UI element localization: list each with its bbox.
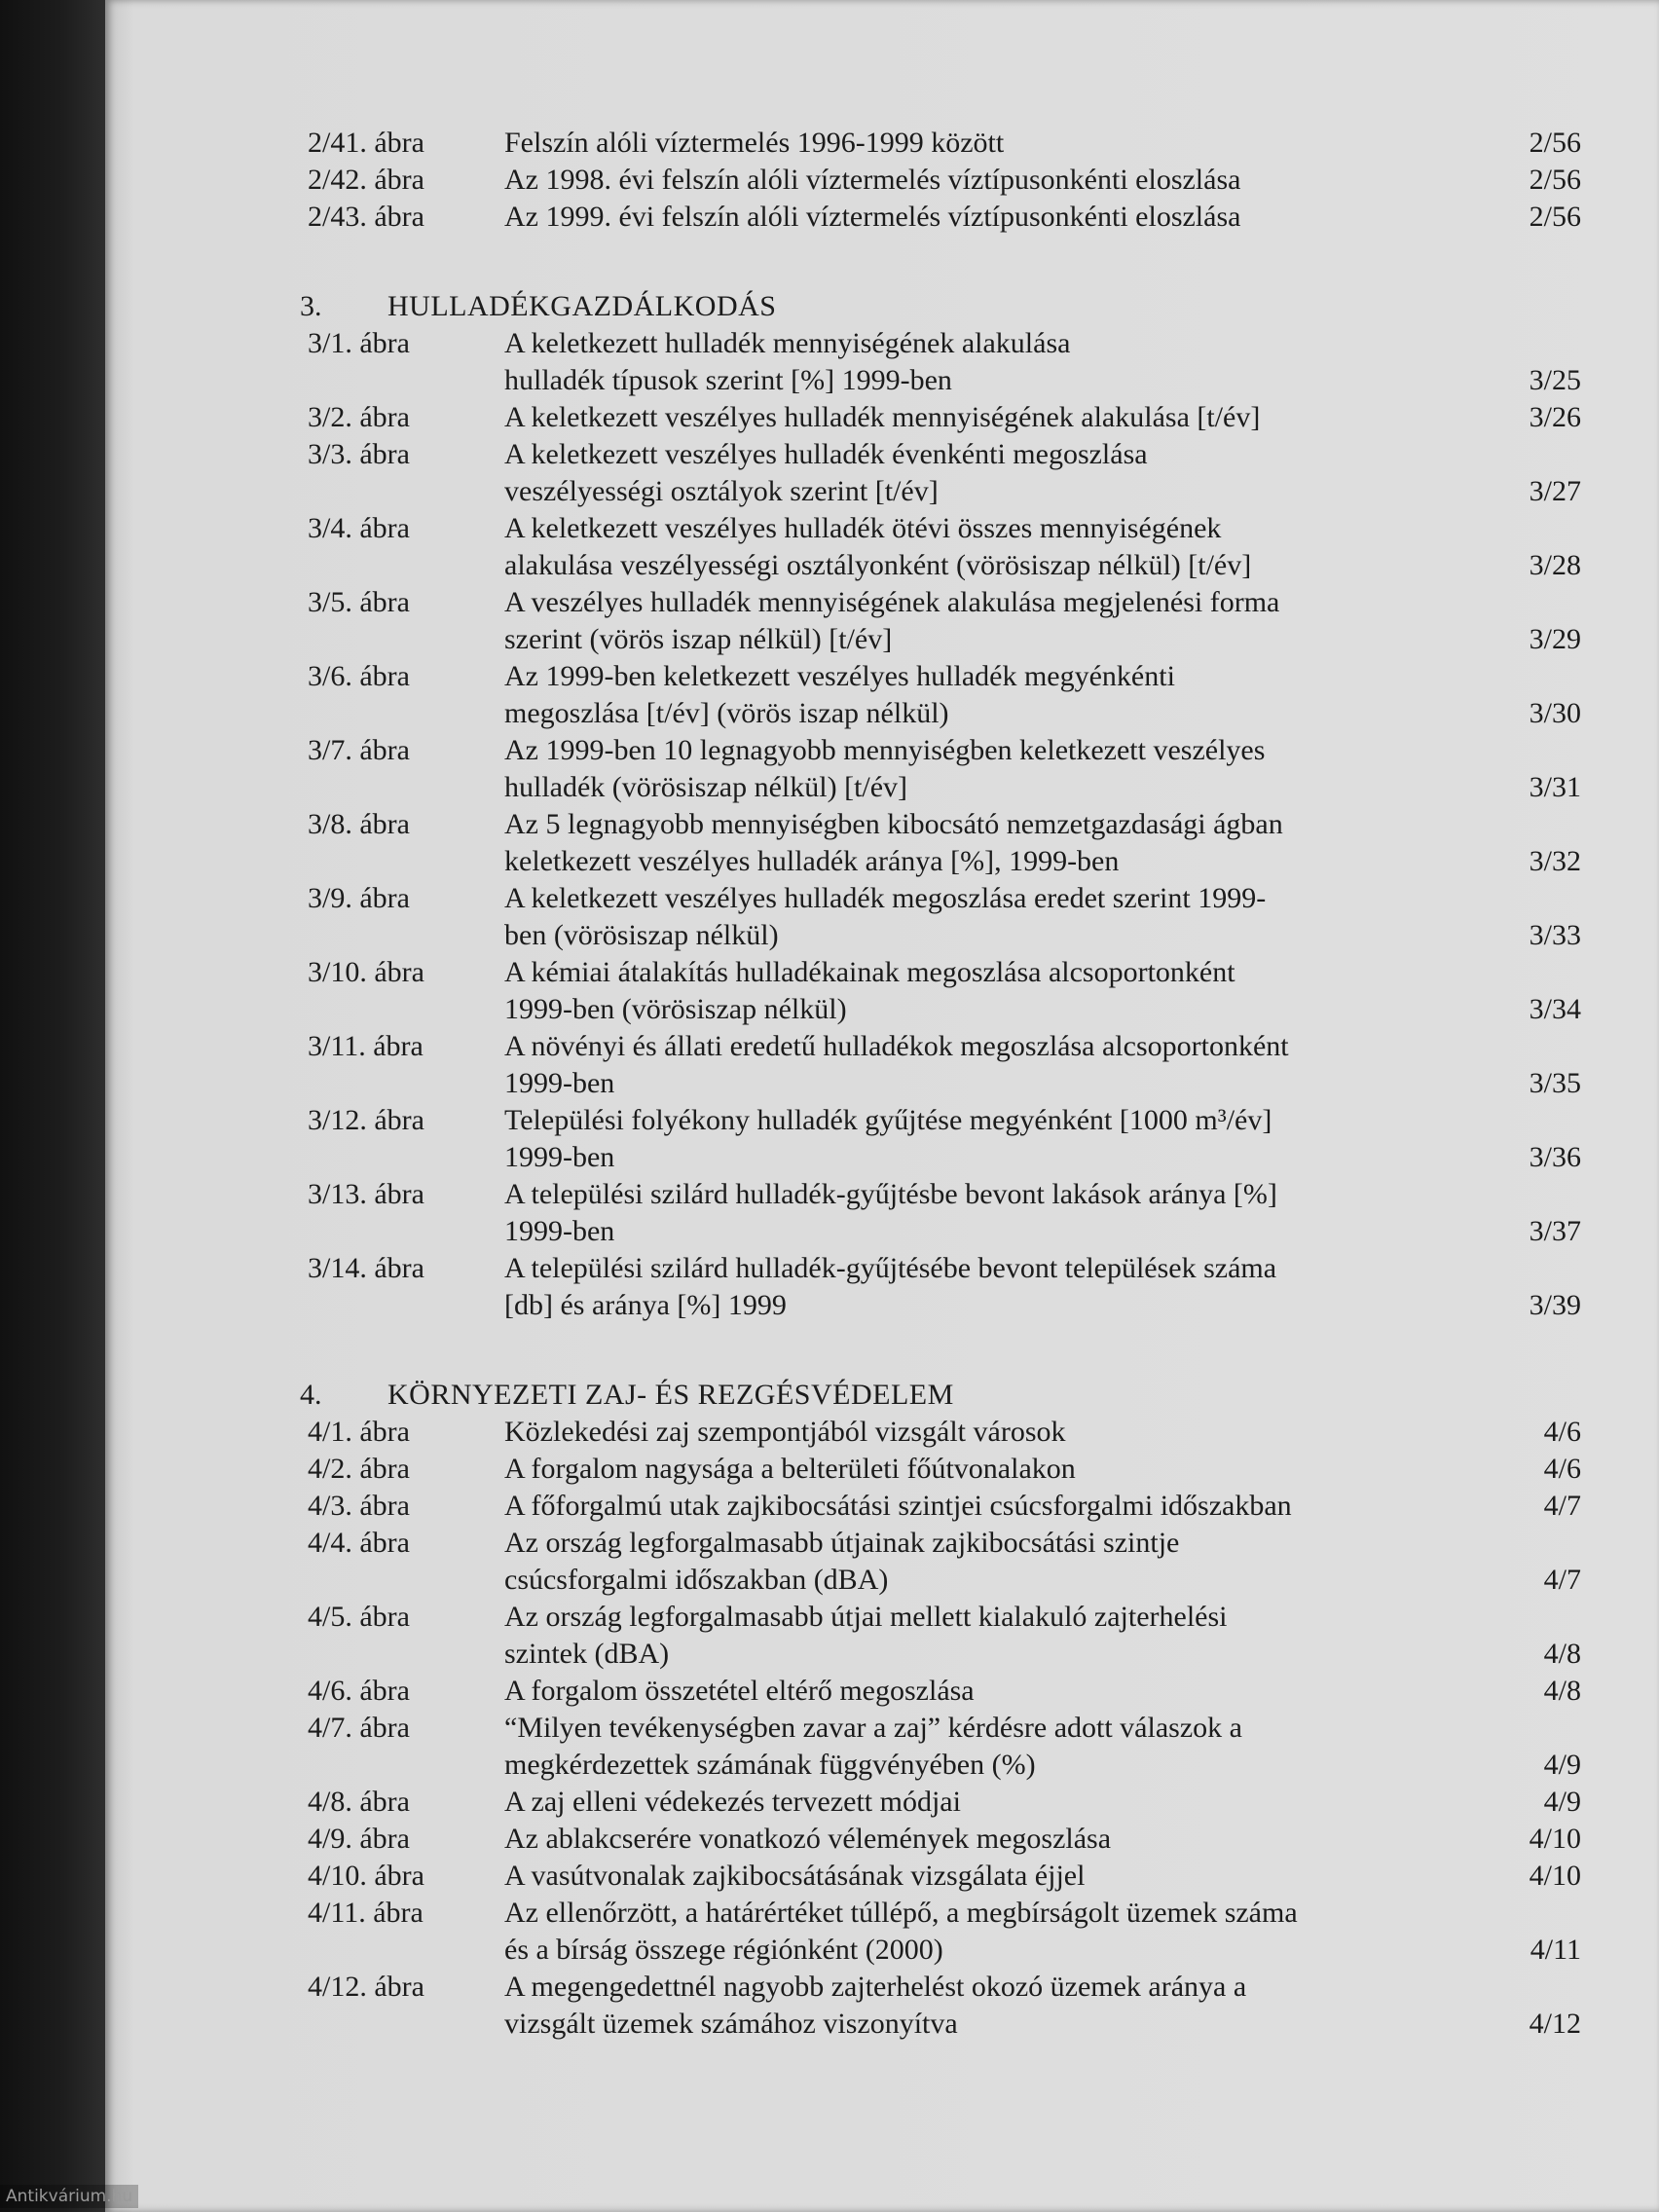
book-spine-shadow [0, 0, 105, 2212]
figure-title [504, 584, 1464, 658]
figure-title-line: A főforgalmú utak zajkibocsátási szintjei csúcsforgalmi időszakban [504, 1490, 1292, 1522]
figure-entry [300, 880, 1581, 954]
figure-entry [300, 1488, 1581, 1525]
figure-list [300, 125, 1581, 2043]
document-page [105, 0, 1659, 2212]
figure-title-line: 1999-ben [504, 1215, 615, 1247]
figure-title-line: Az 1999. évi felszín alóli víztermelés víztípusonkénti eloszlása [504, 201, 1241, 233]
page-reference: 4/9 [1543, 1786, 1581, 1818]
figure-title [504, 1673, 1464, 1710]
figure-title-line: A forgalom összetétel eltérő megoszlása [504, 1675, 975, 1707]
figure-title-line: 1999-ben (vörösiszap nélkül) [504, 993, 847, 1025]
figure-number: 3/12. ábra [308, 1104, 424, 1136]
figure-title [504, 162, 1464, 199]
page-reference: 4/6 [1543, 1453, 1581, 1485]
page-reference: 2/56 [1529, 201, 1581, 233]
figure-number: 3/10. ábra [308, 956, 424, 988]
figure-title-line: A kémiai átalakítás hulladékainak megoszlása alcsoportonként [504, 956, 1235, 988]
figure-number: 4/1. ábra [308, 1416, 410, 1448]
figure-title [504, 954, 1464, 1028]
section-heading [300, 288, 1581, 325]
page-reference: 3/32 [1529, 845, 1581, 877]
section-heading [300, 1377, 1581, 1414]
figure-entry [300, 399, 1581, 436]
page-reference: 3/26 [1529, 401, 1581, 433]
figure-entry [300, 1784, 1581, 1821]
figure-title [504, 1488, 1464, 1525]
figure-title [504, 732, 1464, 806]
page-reference: 3/30 [1529, 697, 1581, 729]
figure-title-line: Az ablakcserére vonatkozó vélemények megoszlása [504, 1823, 1112, 1855]
figure-title-line: szintek (dBA) [504, 1638, 670, 1670]
figure-title [504, 199, 1464, 236]
page-reference: 2/56 [1529, 164, 1581, 196]
figure-title-line: vizsgált üzemek számához viszonyítva [504, 2008, 958, 2040]
figure-title-line: A veszélyes hulladék mennyiségének alakulása megjelenési forma [504, 586, 1280, 618]
page-reference: 3/39 [1529, 1289, 1581, 1321]
figure-title-line: hulladék típusok szerint [%] 1999-ben [504, 364, 952, 396]
figure-number: 4/7. ábra [308, 1712, 410, 1744]
figure-entry [300, 1250, 1581, 1324]
page-reference: 3/35 [1529, 1067, 1581, 1099]
figure-title-line: Települési folyékony hulladék gyűjtése megyénként [1000 m³/év] [504, 1104, 1272, 1136]
figure-number: 4/4. ábra [308, 1527, 410, 1559]
page-reference: 3/37 [1529, 1215, 1581, 1247]
figure-title [504, 1895, 1464, 1969]
figure-title [504, 1599, 1464, 1673]
figure-entry [300, 1821, 1581, 1858]
figure-number: 4/12. ábra [308, 1971, 424, 2003]
figure-title-line: A települési szilárd hulladék-gyűjtésébe bevont települések száma [504, 1252, 1277, 1284]
figure-title [504, 1710, 1464, 1784]
figure-number: 3/14. ábra [308, 1252, 424, 1284]
figure-entry [300, 1599, 1581, 1673]
figure-title-line: 1999-ben [504, 1067, 615, 1099]
figure-number: 3/3. ábra [308, 438, 410, 470]
figure-number: 4/5. ábra [308, 1601, 410, 1633]
figure-title-line: alakulása veszélyességi osztályonként (vörösiszap nélkül) [t/év] [504, 549, 1252, 581]
figure-title-line: Az 1999-ben keletkezett veszélyes hulladék megyénkénti [504, 660, 1175, 692]
page-reference: 3/28 [1529, 549, 1581, 581]
figure-title-line: A települési szilárd hulladék-gyűjtésbe bevont lakások aránya [%] [504, 1178, 1277, 1210]
figure-number: 3/6. ábra [308, 660, 410, 692]
page-reference: 4/12 [1529, 2008, 1581, 2040]
figure-title-line: ben (vörösiszap nélkül) [504, 919, 779, 951]
figure-entry [300, 1176, 1581, 1250]
figure-entry [300, 584, 1581, 658]
figure-title-line: A keletkezett veszélyes hulladék évenkénti megoszlása [504, 438, 1148, 470]
figure-title [504, 436, 1464, 510]
figure-entry [300, 162, 1581, 199]
figure-title [504, 1821, 1464, 1858]
figure-number: 4/6. ábra [308, 1675, 410, 1707]
page-reference: 4/8 [1543, 1638, 1581, 1670]
figure-title [504, 806, 1464, 880]
figure-number: 4/11. ábra [308, 1897, 424, 1929]
figure-title-line: A keletkezett veszélyes hulladék mennyiségének alakulása [t/év] [504, 401, 1261, 433]
page-reference: 4/10 [1529, 1823, 1581, 1855]
figure-title [504, 1028, 1464, 1102]
page-reference: 2/56 [1529, 127, 1581, 159]
figure-number: 3/7. ábra [308, 734, 410, 766]
figure-title [504, 658, 1464, 732]
figure-title-line: csúcsforgalmi időszakban (dBA) [504, 1564, 889, 1596]
figure-entry [300, 1969, 1581, 2043]
figure-entry [300, 125, 1581, 162]
figure-number: 4/9. ábra [308, 1823, 410, 1855]
figure-title-line: megkérdezettek számának függvényében (%) [504, 1749, 1036, 1781]
figure-number: 3/11. ábra [308, 1030, 424, 1062]
figure-title-line: Az 1998. évi felszín alóli víztermelés víztípusonkénti eloszlása [504, 164, 1241, 196]
figure-title-line: Közlekedési zaj szempontjából vizsgált városok [504, 1416, 1066, 1448]
figure-title-line: szerint (vörös iszap nélkül) [t/év] [504, 623, 893, 655]
page-reference: 4/7 [1543, 1490, 1581, 1522]
figure-title-line: “Milyen tevékenységben zavar a zaj” kérdésre adott válaszok a [504, 1712, 1242, 1744]
figure-title-line: és a bírság összege régiónként (2000) [504, 1934, 943, 1966]
figure-title [504, 510, 1464, 584]
figure-entry [300, 510, 1581, 584]
page-reference: 3/31 [1529, 771, 1581, 803]
figure-number: 3/5. ábra [308, 586, 410, 618]
figure-entry [300, 1451, 1581, 1488]
page-reference: 4/10 [1529, 1860, 1581, 1892]
figure-number: 4/10. ábra [308, 1860, 424, 1892]
figure-title [504, 325, 1464, 399]
figure-number: 4/2. ábra [308, 1453, 410, 1485]
figure-title-line: Felszín alóli víztermelés 1996-1999 között [504, 127, 1005, 159]
page-reference: 4/8 [1543, 1675, 1581, 1707]
page-reference: 4/7 [1543, 1564, 1581, 1596]
figure-title [504, 1525, 1464, 1599]
figure-entry [300, 1710, 1581, 1784]
figure-entry [300, 1414, 1581, 1451]
figure-title-line: Az ország legforgalmasabb útjai mellett kialakuló zajterhelési [504, 1601, 1228, 1633]
figure-title-line: Az 1999-ben 10 legnagyobb mennyiségben keletkezett veszélyes [504, 734, 1266, 766]
figure-title [504, 1176, 1464, 1250]
figure-title [504, 1102, 1464, 1176]
figure-title [504, 1250, 1464, 1324]
figure-title [504, 399, 1464, 436]
figure-title-line: A növényi és állati eredetű hulladékok megoszlása alcsoportonként [504, 1030, 1289, 1062]
figure-entry [300, 1673, 1581, 1710]
figure-title-line: [db] és aránya [%] 1999 [504, 1289, 787, 1321]
figure-number: 3/4. ábra [308, 512, 410, 544]
figure-entry [300, 1102, 1581, 1176]
page-reference: 3/25 [1529, 364, 1581, 396]
page-reference: 3/29 [1529, 623, 1581, 655]
figure-entry [300, 806, 1581, 880]
page-reference: 3/27 [1529, 475, 1581, 507]
figure-entry [300, 1858, 1581, 1895]
page-reference: 4/9 [1543, 1749, 1581, 1781]
page-reference: 4/11 [1530, 1934, 1581, 1966]
figure-title-line: hulladék (vörösiszap nélkül) [t/év] [504, 771, 908, 803]
figure-number: 4/8. ábra [308, 1786, 410, 1818]
figure-title-line: Az ellenőrzött, a határértéket túllépő, a megbírságolt üzemek száma [504, 1897, 1298, 1929]
page-reference: 3/34 [1529, 993, 1581, 1025]
section-title: KÖRNYEZETI ZAJ- ÉS REZGÉSVÉDELEM [387, 1379, 954, 1411]
figure-title [504, 1784, 1464, 1821]
figure-number: 2/42. ábra [308, 164, 424, 196]
page-reference: 3/36 [1529, 1141, 1581, 1173]
figure-entry [300, 1525, 1581, 1599]
figure-number: 3/8. ábra [308, 808, 410, 840]
figure-number: 3/2. ábra [308, 401, 410, 433]
figure-number: 2/41. ábra [308, 127, 424, 159]
figure-entry [300, 1028, 1581, 1102]
page-reference: 4/6 [1543, 1416, 1581, 1448]
figure-title-line: megoszlása [t/év] (vörös iszap nélkül) [504, 697, 949, 729]
figure-title-line: Az ország legforgalmasabb útjainak zajkibocsátási szintje [504, 1527, 1180, 1559]
figure-title-line: Az 5 legnagyobb mennyiségben kibocsátó nemzetgazdasági ágban [504, 808, 1283, 840]
figure-title-line: 1999-ben [504, 1141, 615, 1173]
figure-title-line: A zaj elleni védekezés tervezett módjai [504, 1786, 961, 1818]
figure-title-line: A keletkezett veszélyes hulladék megoszlása eredet szerint 1999- [504, 882, 1267, 914]
figure-entry [300, 732, 1581, 806]
watermark: Antikvárium.hu [0, 2185, 138, 2208]
figure-title-line: A keletkezett veszélyes hulladék ötévi összes mennyiségének [504, 512, 1222, 544]
figure-title [504, 1414, 1464, 1451]
figure-entry [300, 199, 1581, 236]
figure-number: 2/43. ábra [308, 201, 424, 233]
figure-entry [300, 1895, 1581, 1969]
figure-number: 4/3. ábra [308, 1490, 410, 1522]
page-reference: 3/33 [1529, 919, 1581, 951]
figure-entry [300, 954, 1581, 1028]
section-number: 4. [300, 1379, 322, 1411]
figure-number: 3/9. ábra [308, 882, 410, 914]
figure-title-line: A vasútvonalak zajkibocsátásának vizsgálata éjjel [504, 1860, 1086, 1892]
figure-number: 3/13. ábra [308, 1178, 424, 1210]
figure-title [504, 1969, 1464, 2043]
figure-number: 3/1. ábra [308, 327, 410, 359]
section-number: 3. [300, 290, 322, 322]
figure-title-line: A megengedettnél nagyobb zajterhelést okozó üzemek aránya a [504, 1971, 1247, 2003]
figure-title [504, 125, 1464, 162]
figure-title [504, 880, 1464, 954]
section-title: HULLADÉKGAZDÁLKODÁS [387, 290, 777, 322]
figure-title-line: keletkezett veszélyes hulladék aránya [%], 1999-ben [504, 845, 1120, 877]
figure-title-line: A forgalom nagysága a belterületi főútvonalakon [504, 1453, 1076, 1485]
figure-title [504, 1858, 1464, 1895]
figure-title-line: veszélyességi osztályok szerint [t/év] [504, 475, 939, 507]
figure-title [504, 1451, 1464, 1488]
figure-entry [300, 658, 1581, 732]
figure-entry [300, 436, 1581, 510]
figure-entry [300, 325, 1581, 399]
figure-title-line: A keletkezett hulladék mennyiségének alakulása [504, 327, 1071, 359]
